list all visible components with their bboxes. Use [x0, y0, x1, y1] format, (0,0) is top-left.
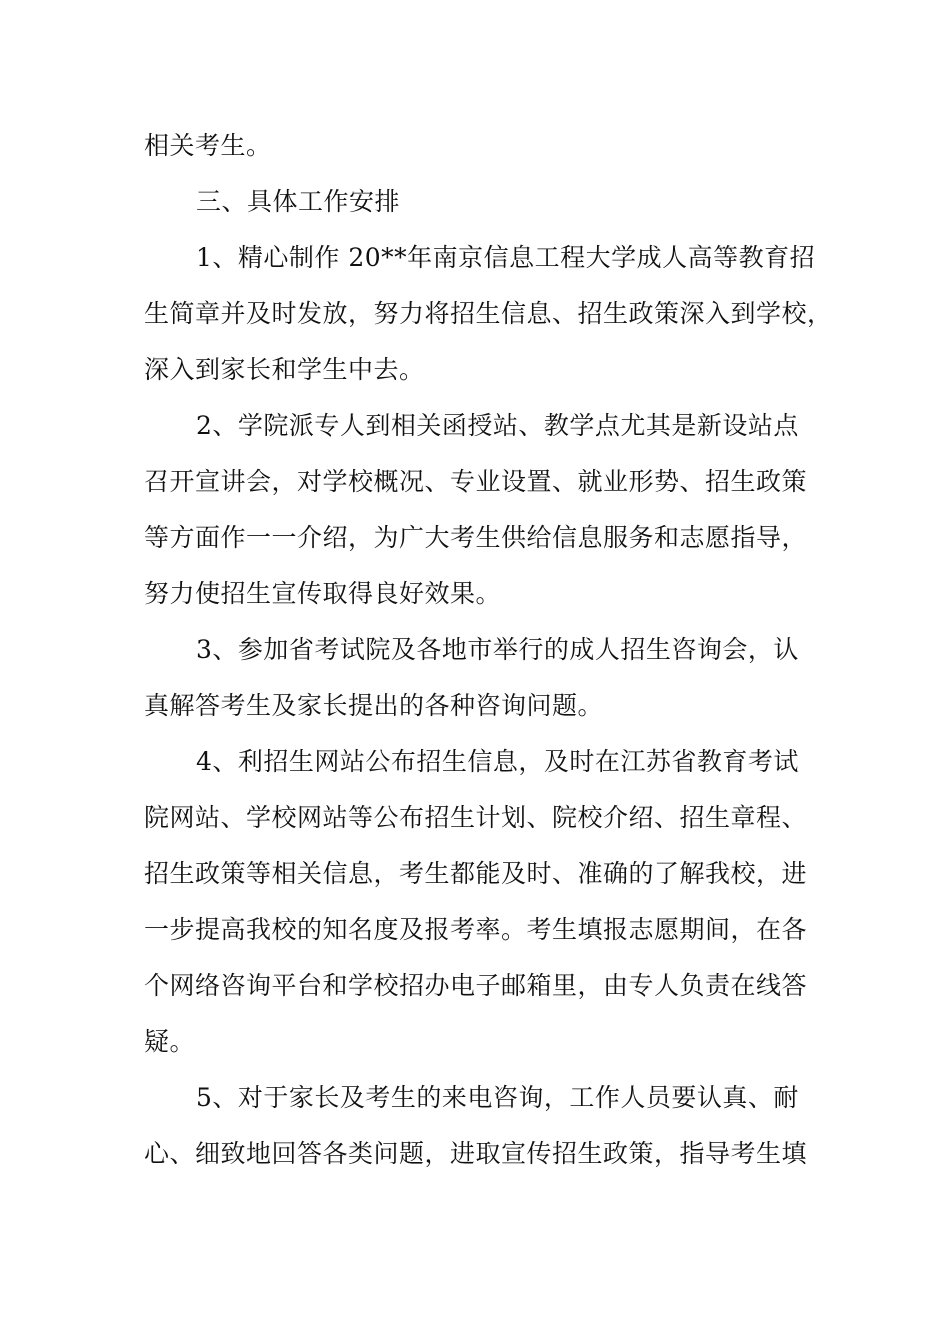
text-line: 一步提高我校的知名度及报考率。考生填报志愿期间，在各	[144, 915, 808, 944]
text-line: 相关考生。	[144, 131, 272, 160]
text-line: 4、利招生网站公布招生信息，及时在江苏省教育考试	[196, 747, 799, 776]
text-line: 2、学院派专人到相关函授站、教学点尤其是新设站点	[196, 411, 799, 440]
text-line: 深入到家长和学生中去。	[144, 355, 425, 384]
text-line: 等方面作一一介绍，为广大考生供给信息服务和志愿指导，	[144, 523, 808, 552]
text-line: 个网络咨询平台和学校招办电子邮箱里，由专人负责在线答	[144, 971, 808, 1000]
text-line: 招生政策等相关信息，考生都能及时、准确的了解我校，进	[144, 859, 808, 888]
text-line: 心、细致地回答各类问题，进取宣传招生政策，指导考生填	[144, 1139, 808, 1168]
text-line: 5、对于家长及考生的来电咨询，工作人员要认真、耐	[196, 1083, 799, 1112]
text-line: 1、精心制作 20**年南京信息工程大学成人高等教育招	[196, 243, 816, 272]
text-line: 3、参加省考试院及各地市举行的成人招生咨询会，认	[196, 635, 799, 664]
text-line: 生简章并及时发放，努力将招生信息、招生政策深入到学校，	[144, 299, 833, 328]
text-line: 院网站、学校网站等公布招生计划、院校介绍、招生章程、	[144, 803, 808, 832]
section-heading: 三、具体工作安排	[196, 187, 401, 216]
text-line: 召开宣讲会，对学校概况、专业设置、就业形势、招生政策	[144, 467, 808, 496]
text-line: 努力使招生宣传取得良好效果。	[144, 579, 502, 608]
text-line: 疑。	[144, 1027, 196, 1056]
text-line: 真解答考生及家长提出的各种咨询问题。	[144, 691, 604, 720]
